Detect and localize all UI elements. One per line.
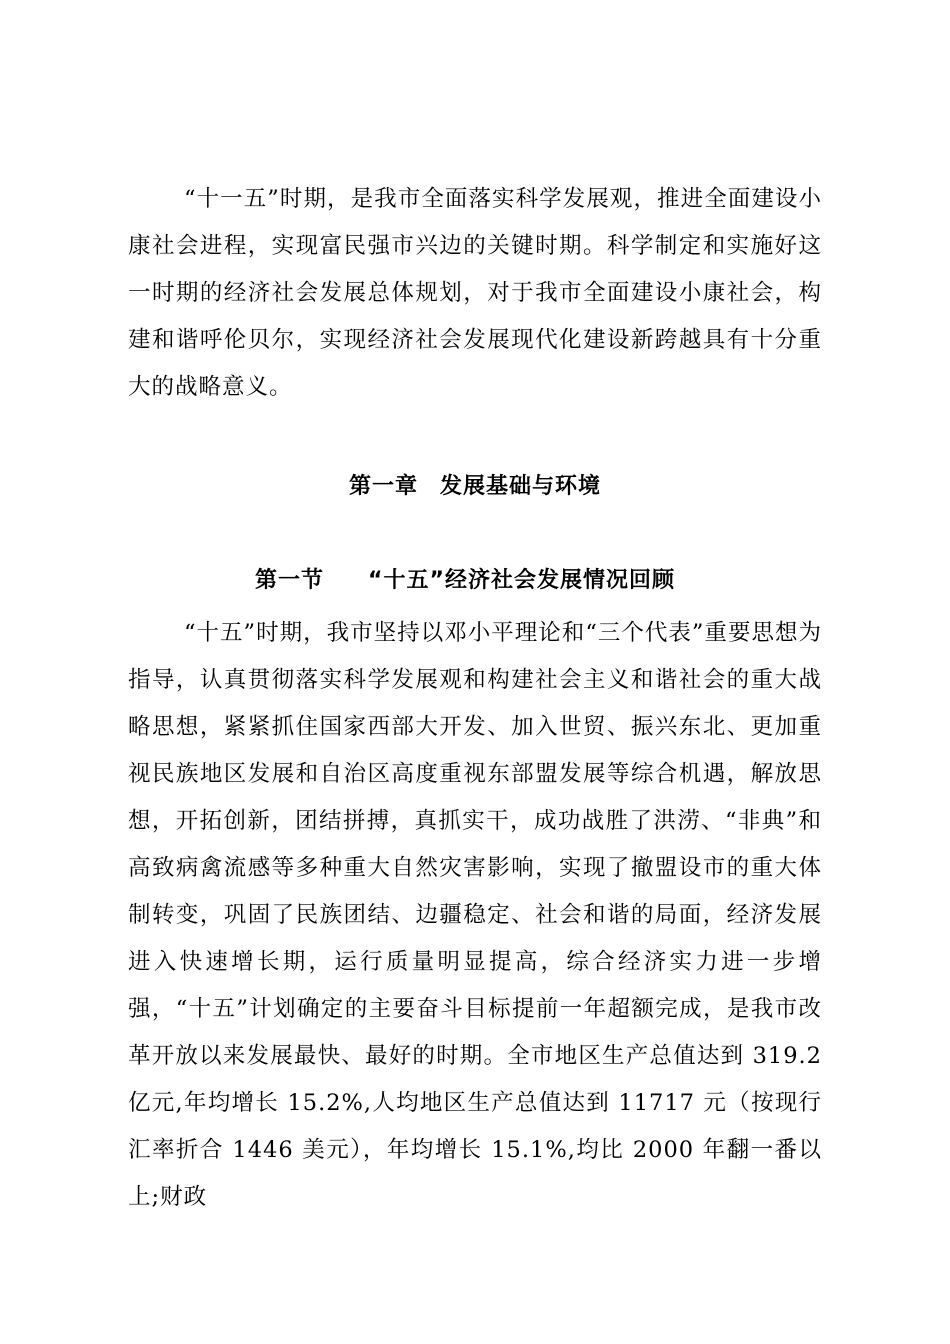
chapter-number: 第一章 <box>348 474 418 499</box>
chapter-heading <box>0 472 950 502</box>
section-heading <box>0 566 940 596</box>
section-number: 第一节 <box>255 568 325 593</box>
body-paragraph-text: “十五”时期，我市坚持以邓小平理论和“三个代表”重要思想为指导，认真贯彻落实科学发展观和构建社会主义和谐社会的重大战略思想，紧紧抓住国家西部大开发、加入世贸、振兴东北、更加重视民族地区发展和自治区高度重视东部盟发展等综合机遇，解放思想，开拓创新，团结拼搏，真抓实干，成功战胜了洪涝、“非典”和高致病禽流感等多种重大自然灾害影响，实现了撤盟设市的重大体制转变，巩固了民族团结、边疆稳定、社会和谐的局面，经济发展进入快速增长期，运行质量明显提高，综合经济实力进一步增强，“十五”计划确定的主要奋斗目标提前一年超额完成，是我市改革开放以来发展最快、最好的时期。全市地区生产总值达到 319.2 亿元,年均增长 15.2%,人均地区生产总值达到 11717 元（按现行汇率折合 1446 美元），年均增长 15.1%,均比 2000 年翻一番以上;财政 <box>128 620 822 1210</box>
intro-paragraph-text: “十一五”时期，是我市全面落实科学发展观，推进全面建设小康社会进程，实现富民强市兴边的关键时期。科学制定和实施好这一时期的经济社会发展总体规划，对于我市全面建设小康社会，构建和谐呼伦贝尔，实现经济社会发展现代化建设新跨越具有十分重大的战略意义。 <box>128 186 822 400</box>
body-paragraph <box>128 610 822 1221</box>
chapter-title: 发展基础与环境 <box>440 474 602 499</box>
section-title: “十五”经济社会发展情况回顾 <box>368 568 675 593</box>
intro-paragraph <box>128 176 822 411</box>
